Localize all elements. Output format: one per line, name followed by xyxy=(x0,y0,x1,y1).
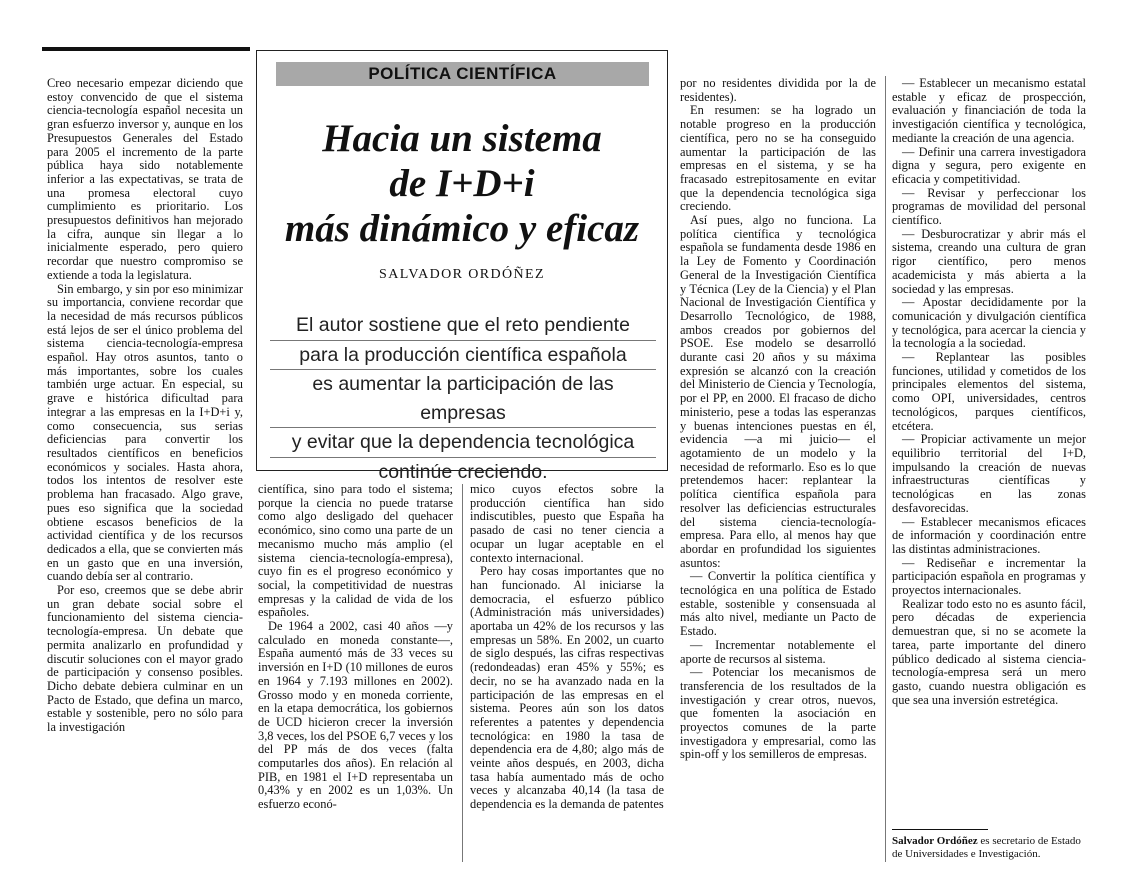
list-item: — Definir una carrera investigadora digna y segura, pero exigente en eficacia y competitividad. xyxy=(892,144,1086,186)
article-column-1 xyxy=(47,77,243,735)
headline-line: Hacia un sistema xyxy=(322,117,602,160)
article-column-2 xyxy=(258,483,453,812)
headline-line: de I+D+i xyxy=(389,162,535,205)
signature-role: es secretario de Estado de Universidades e Investigación. xyxy=(892,835,1081,860)
list-item: — Potenciar los mecanismos de transferencia de los resultados de la investigación y crear otros, nuevos, que fomenten la asociación en proyectos comunes de la parte investigadora y empresarial, como las spin-off y los semilleros de empresas. xyxy=(680,665,876,762)
paragraph: Por eso, creemos que se debe abrir un gran debate social sobre el funcionamiento del sistema ciencia-tecnología-empresa. Un debate que permita analizarlo en profundidad y discutir soluciones con el mayor grado de participación y consenso posibles. Dicho debate debiera culminar en un Pacto de Estado, que defina un marco, estable y sostenible, pero no sólo para la investigación xyxy=(47,583,243,735)
lead-line: y evitar que la dependencia tecnológica xyxy=(270,428,656,458)
paragraph: En resumen: se ha logrado un notable progreso en la producción científica, pero no se ha conseguido aumentar la participación de las empresas en el sistema, y se ha fracasado estrepitosamente en evitar que la dependencia tecnológica siga creciendo. xyxy=(680,103,876,214)
list-item: — Revisar y perfeccionar los programas de movilidad del personal científico. xyxy=(892,185,1086,228)
byline: SALVADOR ORDÓÑEZ xyxy=(379,267,545,282)
list-item: — Replantear las posibles funciones, utilidad y cometidos de los principales elementos del sistema, como OPI, universidades, centros tecnológicos, parques científicos, etcétera. xyxy=(892,350,1086,433)
paragraph: por no residentes dividida por la de residentes). xyxy=(680,76,876,104)
headline xyxy=(262,116,662,251)
headline-line: más dinámico y eficaz xyxy=(284,207,640,250)
article-column-5 xyxy=(892,77,1086,707)
list-item: — Propiciar activamente un mejor equilibrio territorial del I+D, impulsando la creación de nuevas infraestructuras científicas y tecnológicas en las zonas desfavorecidas. xyxy=(892,432,1086,515)
author-signature xyxy=(892,835,1090,860)
lead-line: es aumentar la participación de las empresas xyxy=(270,370,656,428)
paragraph: Realizar todo esto no es asunto fácil, pero décadas de experiencia demuestran que, si no se acomete la tarea, parte importante del dinero público dedicado al sistema ciencia-tecnología-empresa será un mero gasto, cuando nuestra obligación es que sea una inversión estretégica. xyxy=(892,596,1086,707)
list-item: — Establecer un mecanismo estatal estable y eficaz de prospección, evaluación y financiación de toda la investigación científica y tecnológica, mediante la creación de una agencia. xyxy=(892,76,1086,145)
signature-name: Salvador Ordóñez xyxy=(892,835,978,847)
lead-line: para la producción científica española xyxy=(270,341,656,371)
paragraph: Así pues, algo no funciona. La política científica y tecnológica española se fundamenta desde 1986 en la Ley de Fomento y Coordinación General de la Investigación Científica y Técnica (Ley de la Ciencia) y el Plan Nacional de Investigación Científica y Desarrollo Tecnológico, de 1988, ambos creados por gobiernos del PSOE. Ese modelo se desarrolló durante casi 20 años y su máxima expresión se alcanzó con la creación del Ministerio de Ciencia y Tecnología, por el PP, en 2000. El fracaso de dicho ministerio, pese a todas las esperanzas y buenas intenciones puestas en él, evidencia —a mi juicio— el agotamiento de un modelo y la necesidad de reformarlo. Eso es lo que pretendemos hacer: replantear la política científica española para resolver las deficiencias estructurales del sistema ciencia-tecnología-empresa. Para ello, al menos hay que abordar en profundidad los siguientes asuntos: xyxy=(680,213,876,570)
signature-rule xyxy=(892,829,988,830)
paragraph: Pero hay cosas importantes que no han funcionado. Al iniciarse la democracia, el esfuerzo público (Administración más universidades) aportaba un 42% de los recursos y las empresas un 58%. En 2002, un cuarto de siglo después, las cifras respectivas (redondeadas) eran 45% y 55%; es decir, no se ha avanzado nada en la participación de las empresas en el sistema. Peores aún son los datos referentes a patentes y dependencia tecnológica: en 1980 la tasa de dependencia era de 4,80; algo más de veinte años después, en 2003, dicha tasa había aumentado más de ocho veces y alcanzaba 40,14 (la tasa de dependencia es la demanda de patentes xyxy=(470,564,664,812)
paragraph: mico cuyos efectos sobre la producción científica han sido indiscutibles, puesto que España ha pasado de casi no tener ciencia a ocupar un lugar aceptable en el contexto internacional. xyxy=(470,482,664,565)
lead-text xyxy=(270,311,656,487)
list-item: — Convertir la política científica y tecnológica en una política de Estado estable, sostenible y consensuada al más alto nivel, mediante un Pacto de Estado. xyxy=(680,569,876,639)
top-rule xyxy=(42,47,250,51)
paragraph: Creo necesario empezar diciendo que estoy convencido de que el sistema ciencia-tecnología español necesita un gran esfuerzo inversor y, aunque en los Presupuestos Generales del Estado para 2005 el incremento de la parte pública haya sido notablemente inferior a las expectativas, se trata de una promesa electoral cuyo cumplimiento es prioritario. Los presupuestos definitivos han mejorado la cifra, aunque sin llegar a lo inicialmente esperado, pero quiero recordar que nuestro compromiso se extiende a toda la legislatura. xyxy=(47,76,243,282)
section-kicker: POLÍTICA CIENTÍFICA xyxy=(276,62,649,86)
column-divider xyxy=(885,76,886,862)
paragraph: Sin embargo, y sin por eso minimizar su importancia, conviene recordar que la necesidad de más recursos públicos está lejos de ser el único problema del sistema ciencia-tecnología-empresa español. Hay otros asuntos, tanto o más importantes, sobre los cuales también urge actuar. En especial, su grave e histórica dificultad para integrar a las empresas en la I+D+i y, como consecuencia, sus serias deficiencias para convertir los resultados científicos en beneficios económicos y sociales. Hasta ahora, todos los intentos de resolver este problema han fracasado. Algo grave, pues eso significa que la sociedad obtiene escasos beneficios de la actividad científica y de los recursos dedicados a ella, que se convierten más en un gasto que en una inversión, cuando debía ser al contrario. xyxy=(47,281,243,584)
article-column-3 xyxy=(470,483,664,812)
paragraph: científica, sino para todo el sistema; porque la ciencia no puede tratarse como algo desligado del quehacer económico, sino como una parte de un mecanismo mucho más amplio (el sistema ciencia-tecnología-empresa), cuyo fin es el progreso económico y social, la competitividad de nuestras empresas y la calidad de vida de los españoles. xyxy=(258,482,453,620)
lead-line: continúe creciendo. xyxy=(378,460,548,483)
list-item: — Establecer mecanismos eficaces de información y coordinación entre las distintas administraciones. xyxy=(892,514,1086,556)
column-divider xyxy=(462,484,463,862)
paragraph: De 1964 a 2002, casi 40 años —y calculado en moneda constante—, España aumentó más de 33 veces su inversión en I+D (10 millones de euros en 1964 y 7.193 millones en 2002). Grosso modo y en moneda corriente, en la etapa democrática, los gobiernos de UCD hicieron crecer la inversión 3,8 veces, los del PSOE 6,7 veces y los del PP más de dos veces (falta computarles dos años). En relación al PIB, en 1981 el I+D representaba un 0,43% y en 2002 es un 1,03%. Un esfuerzo econó- xyxy=(258,619,453,812)
lead-line: El autor sostiene que el reto pendiente xyxy=(270,311,656,341)
article-column-4 xyxy=(680,77,876,762)
list-item: — Rediseñar e incrementar la participación española en programas y proyectos internacionales. xyxy=(892,555,1086,598)
list-item: — Apostar decididamente por la comunicación y divulgación científica y tecnológica, para acercar la ciencia y la tecnología a la sociedad. xyxy=(892,295,1086,351)
list-item: — Incrementar notablemente el aporte de recursos al sistema. xyxy=(680,637,876,666)
list-item: — Desburocratizar y abrir más el sistema, creando una cultura de gran rigor científico, pero menos academicista y más abierta a la sociedad y las empresas. xyxy=(892,226,1086,296)
